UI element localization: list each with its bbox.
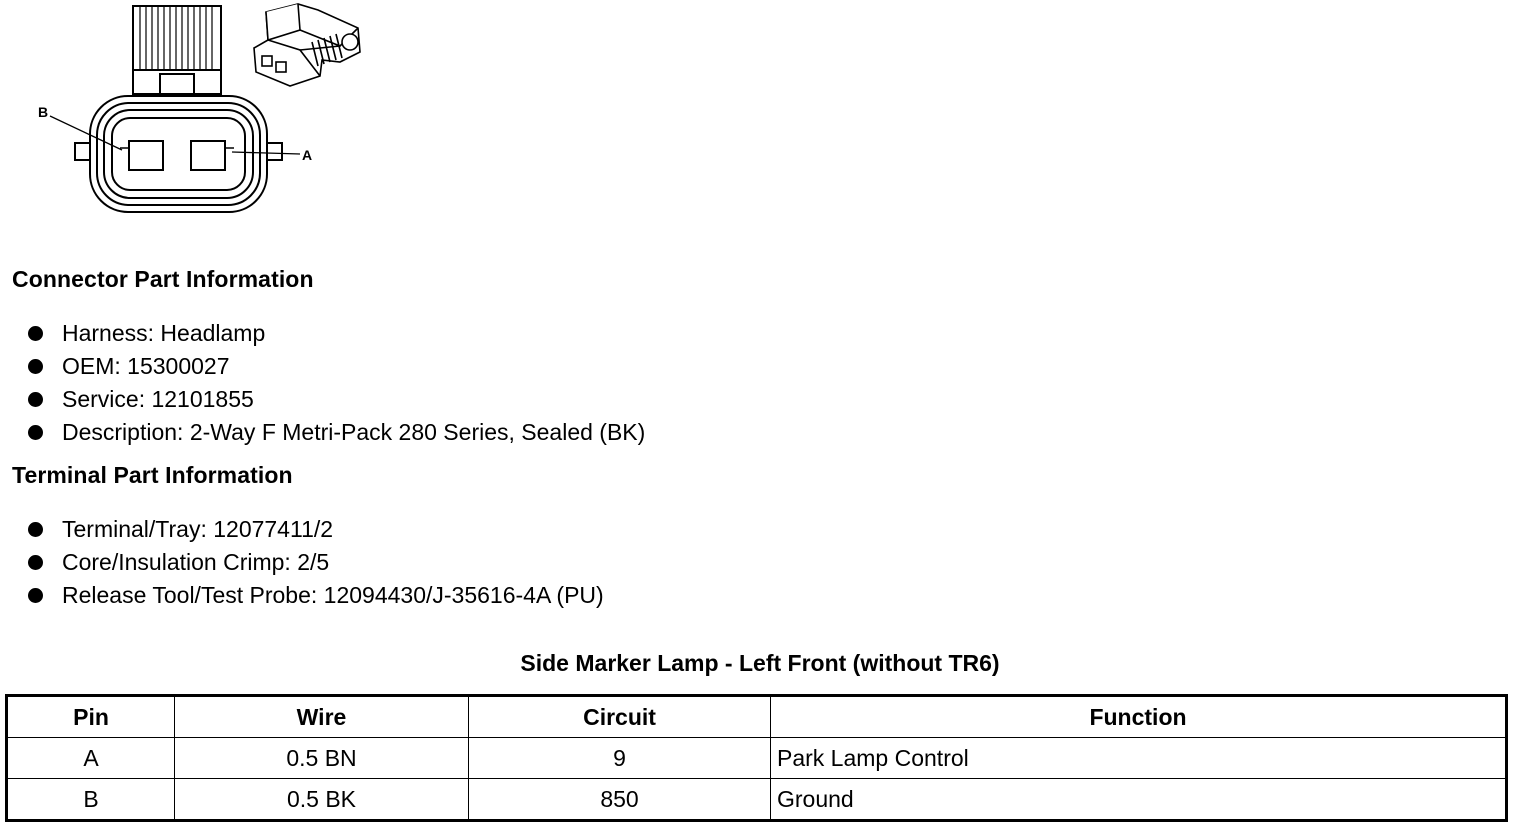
- pin-cell: B: [7, 779, 175, 821]
- circuit-cell: 9: [469, 738, 771, 779]
- bullet-icon: [28, 359, 43, 374]
- list-item: [28, 546, 604, 579]
- list-item: [28, 416, 645, 449]
- terminal-part-information-heading: Terminal Part Information: [12, 462, 293, 488]
- list-item: [28, 579, 604, 612]
- pin-b-label: B: [38, 104, 49, 120]
- column-header-pin: Pin: [7, 696, 175, 738]
- table-title: Side Marker Lamp - Left Front (without TR6): [520, 650, 1000, 676]
- list-item: [28, 383, 645, 416]
- pin-a-label: A: [302, 147, 313, 163]
- connector-part-information-list: [28, 317, 645, 449]
- service-info: Service: 12101855: [62, 386, 254, 412]
- wire-cell: 0.5 BN: [175, 738, 469, 779]
- pin-cell: A: [7, 738, 175, 779]
- bullet-icon: [28, 425, 43, 440]
- bullet-icon: [28, 555, 43, 570]
- table-row: [7, 779, 1507, 821]
- bullet-icon: [28, 326, 43, 341]
- table-row: [7, 738, 1507, 779]
- connector-part-information-heading: Connector Part Information: [12, 266, 314, 292]
- function-cell: Ground: [771, 779, 1507, 821]
- table-header-row: [7, 696, 1507, 738]
- circuit-cell: 850: [469, 779, 771, 821]
- release-tool-info: Release Tool/Test Probe: 12094430/J-35616-4A (PU): [62, 582, 604, 608]
- harness-info: Harness: Headlamp: [62, 320, 266, 346]
- list-item: [28, 513, 604, 546]
- bullet-icon: [28, 392, 43, 407]
- wire-cell: 0.5 BK: [175, 779, 469, 821]
- column-header-circuit: Circuit: [469, 696, 771, 738]
- crimp-info: Core/Insulation Crimp: 2/5: [62, 549, 330, 575]
- column-header-function: Function: [771, 696, 1507, 738]
- connector-perspective-view: [254, 4, 360, 86]
- description-info: Description: 2-Way F Metri-Pack 280 Series, Sealed (BK): [62, 419, 646, 445]
- column-header-wire: Wire: [175, 696, 469, 738]
- list-item: [28, 350, 645, 383]
- connector-diagram: [0, 0, 380, 225]
- oem-info: OEM: 15300027: [62, 353, 230, 379]
- function-cell: Park Lamp Control: [771, 738, 1507, 779]
- bullet-icon: [28, 522, 43, 537]
- connector-face-view: [50, 6, 300, 212]
- terminal-part-information-list: [28, 513, 604, 612]
- terminal-tray-info: Terminal/Tray: 12077411/2: [62, 516, 334, 542]
- list-item: [28, 317, 645, 350]
- bullet-icon: [28, 588, 43, 603]
- pinout-table: [5, 694, 1508, 822]
